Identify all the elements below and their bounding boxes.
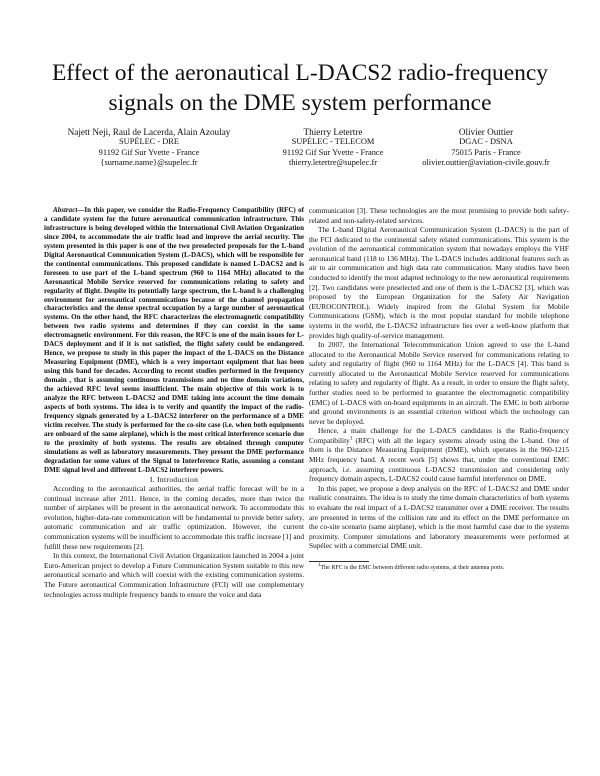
author-names: Olivier Outtier: [458, 127, 514, 137]
left-column: [44, 206, 304, 599]
author-group-dgac: [396, 127, 576, 168]
footnote-text: The RFC is the EMC between different radio systems, at their antenna ports.: [320, 564, 505, 571]
abstract-label: Abstract: [53, 206, 78, 214]
author-address: 75015 Paris - France: [451, 147, 521, 157]
author-address: 91192 Gif Sur Yvette - France: [98, 147, 200, 157]
intro-paragraph: In this context, the International Civil Aviation Organization launched in 2004 a joint Euro-American project to develop a Future Communication System suitable to this new aeronautical scenario and which will coexist with the existing communication systems. The Future aeronautical Communication Infrastructure (FCI) will use complementary technologies across multiple frequency bands to ensure the voice and data: [44, 551, 304, 599]
abstract-text: —In this paper, we consider the Radio-Frequency Compatibility (RFC) of a candidate system for the future aeronautical communication infrastructure. This infrastructure is being developed within the International Civil Aviation Organization since 2004, to accommodate the air traffic load and improve the aerial security. The system presented in this paper is one of the two preselected proposals for the L-band Digital Aeronautical Communication System (L-DACS), which will be responsible for the continental communications. This proposed candidate is named L-DACS2 and is foreseen to use part of the L-band spectrum (960 to 1164 MHz) allocated to the Aeronautical Mobile Service reserved for communications relating to safety and regularity of flight. Despite its potentially large spectrum, the L-band is a challenging environment for aeronautical communications because of the channel propagation characteristics and the dense spectral occupation by a large number of aeronautical systems. On the other hand, the RFC characterizes the electromagnetic compatibility between two radio systems and determines if they can coexist in the same electromagnetic environment. For this reason, the RFC is one of the main issues for L-DACS deployment and if it is not satisfied, the flight safety could be endangered. Hence, we propose to study in this paper the impact of the L-DACS on the Distance Measuring Equipment (DME), which is a very important equipment that has been using this band for decades. According to recent studies performed in the frequency domain , that is assuming continuous transmissions and no time domain variations, the achieved RFC level seems insufficient. The main objective of this work is to analyze the RFC between L-DACS2 and DME taking into account the time domain aspects of both systems. The idea is to verify and quantify the impact of the radio-frequency signals generated by a L-DACS2 interferer on the performance of a DME victim receiver. The study is performed for the co-site case (i.e. when both equipments are onboard of the same airplane), which is the most critical interference scenario due to the proximity of both systems. The results are obtained through computer simulations as well as laboratory measurements. They present the DME performance degradation for some values of the Signal to Interference Ratio, assuming a constant DME signal level and different L-DACS2 interferer powers.: [44, 206, 304, 474]
paper-title: Effect of the aeronautical L-DACS2 radio-frequency signals on the DME system performance: [51, 60, 549, 116]
body-text: assuming continuous L-DACS2 transmission and considering only frequency domain aspects, L-DACS2 could cause harmful interference on DME.: [309, 464, 569, 484]
footnote-marker: 1: [349, 436, 353, 442]
author-group-supelec-dre: [44, 127, 254, 168]
footnote: [309, 562, 569, 573]
author-email: {surname.name}@supelec.fr: [100, 157, 198, 167]
body-text-italic: i.e.: [342, 464, 352, 474]
footnote-divider: [309, 561, 369, 562]
author-affiliation: SUPÉLEC - DRE: [118, 137, 180, 147]
author-email: thierry.letertre@supelec.fr: [288, 157, 378, 167]
body-paragraph: communication [3]. These technologies are the most promising to provide both safety-related and non-safety-related services.: [309, 206, 569, 225]
body-paragraph: In this paper, we propose a deep analysis on the RFC of L-DACS2 and DME under realistic constraints. The idea is to study the time domain characteristics of both systems to evaluate the real impact of a L-DACS2 transmitter over a DME receiver. The results are presented in terms of the collision rate and its effect on the DME performance on the co-site scenario (same airplane), which is the most harmful case due to the systems proximity. Computer simulations and laboratory measurements were performed at Supélec with a commercial DME unit.: [309, 483, 569, 551]
author-block: [0, 127, 600, 187]
author-address: 91192 Gif Sur Yvette - France: [282, 147, 384, 157]
right-column: [309, 206, 569, 572]
author-group-supelec-telecom: [258, 127, 408, 168]
body-text: Hence, a main challenge for the L-DACS candidates is the Radio-frequency Compatibility: [309, 426, 569, 445]
author-affiliation: SUPÉLEC - TELECOM: [291, 137, 375, 147]
section-heading-introduction: I. Introduction: [149, 474, 199, 484]
body-paragraph: In 2007, the International Telecommunication Union agreed to use the L-band allocated to the Aeronautical Mobile Service reserved for communications relating to safety and regularity of flight (960 to 1164 MHz) for the L-DACS [4]. This band is currently allocated to the Aeronautical Mobile Service reserved for communications relating to safety and regularity of flight. As a result, in order to ensure the flight safety, further studies need to be performed to guarantee the electromagnetic compatibility (EMC) of L-DACS with on-board equipments in an aircraft. The EMC in both airborne and ground environments is an essential criterion without which the technology can never be deployed.: [309, 340, 569, 426]
intro-paragraph: According to the aeronautical authorities, the aerial traffic forecast will be in a continual increase after 2011. Hence, in the coming decades, more than twice the number of airplanes will be present in the aeronautical network. To accommodate this evolution, higher-data-rate communication will be fundamental to provide better safety, automatic communication and air traffic optimization. However, the current communication systems will be insufficient to accommodate this traffic increase [1] and fulfill these new requirements [2].: [44, 484, 304, 551]
footnote-number: 1: [318, 562, 321, 568]
author-names: Thierry Letertre: [303, 127, 363, 137]
abstract: [44, 206, 304, 475]
author-affiliation: DGAC - DSNA: [459, 137, 513, 147]
body-paragraph: [309, 426, 569, 483]
body-text: (RFC) with all the legacy systems already using the L-band. One of them is the Distance Measuring Equipment (DME), which operates in the 960-1215 MHz frequency band. A recent work [5] shows that, under the conventional EMC approach,: [309, 435, 569, 474]
author-names: Najett Neji, Raul de Lacerda, Alain Azoulay: [67, 127, 231, 137]
body-paragraph: The L-band Digital Aeronautical Communication System (L-DACS) is the part of the FCI dedicated to the continental safety related communications. This system is the evolution of the aeronautical communication system that nowadays employs the VHF aeronautical band (118 to 136 MHz). The L-DACS includes additional features such as air to air communication and high data rate communication. Many studies have been conducted to identify the most adapted technology to the new aeronautical requirements [2]. Two candidates were preselected and one of them is the L-DACS2 [3], which was proposed by the European Organization for the Safety Air Navigation (EUROCONTROL). Widely inspired from the Global System for Mobile Communications (GSM), which is the most popular standard for mobile telephone systems in the world, the L-DACS2 infrastructure lies over a well-know platform that provides high quality-of-service management.: [309, 225, 569, 340]
author-email: olivier.outtier@aviation-civile.gouv.fr: [422, 157, 550, 167]
